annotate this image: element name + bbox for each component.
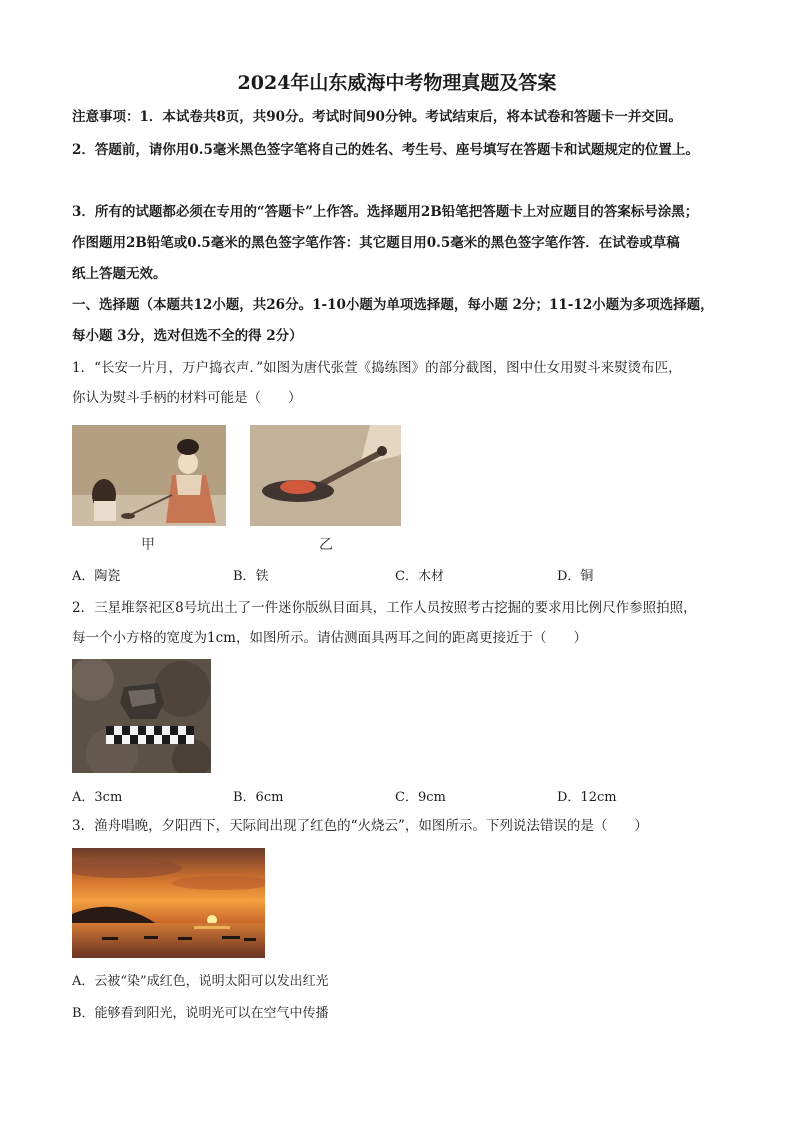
q1-option-b: B．铁: [233, 569, 269, 584]
q2-figure-mask-photo: [72, 659, 211, 773]
q2-option-c: C．9cm: [395, 790, 446, 805]
q1-figure-jia: [72, 425, 226, 526]
q2-stem-line-1: 2．三星堆祭祀区8号坑出土了一件迷你版纵目面具，工作人员按照考古挖掘的要求用比例尺作参照拍照，: [72, 600, 697, 616]
q2-option-d: D．12cm: [557, 790, 617, 805]
notes-line-3: 3．所有的试题都必须在专用的“答题卡”上作答。选择题用2B铅笔把答题卡上对应题目的答案标号涂黑；: [72, 204, 699, 220]
q1-stem-line-2: 你认为熨斗手柄的材料可能是（ ）: [72, 390, 302, 406]
q1-figure-yi: [250, 425, 401, 526]
q3-stem-line-1: 3．渔舟唱晚，夕阳西下，天际间出现了红色的“火烧云”，如图所示。下列说法错误的是（ ）: [72, 818, 648, 834]
q3-option-b: B．能够看到阳光，说明光可以在空气中传播: [72, 1006, 329, 1021]
q1-caption-jia: 甲: [141, 537, 155, 553]
notes-line-1: 注意事项：1．本试卷共8页，共90分。考试时间90分钟。考试结束后，将本试卷和答题卡一并交回。: [72, 109, 682, 125]
q1-option-c: C．木材: [395, 569, 444, 584]
q2-option-b: B．6cm: [233, 790, 284, 805]
q3-option-a: A．云被“染”成红色，说明太阳可以发出红光: [72, 974, 329, 989]
q2-stem-line-2: 每一个小方格的宽度为1cm，如图所示。请估测面具两耳之间的距离更接近于（ ）: [72, 630, 587, 646]
notes-line-4: 作图题用2B铅笔或0.5毫米的黑色签字笔作答：其它题目用0.5毫米的黑色签字笔作答．在试卷或草稿: [72, 235, 680, 251]
notes-line-5: 纸上答题无效。: [72, 266, 167, 282]
section-heading-line-1: 一、选择题（本题共12小题，共26分。1-10小题为单项选择题，每小题 2分；11-12小题为多项选择题，: [72, 297, 714, 313]
q1-caption-yi: 乙: [319, 537, 333, 553]
section-heading-line-2: 每小题 3分，选对但选不全的得 2分）: [72, 328, 303, 344]
q1-option-d: D．铜: [557, 569, 594, 584]
q1-stem-line-1: 1．“长安一片月，万户捣衣声．”如图为唐代张萱《捣练图》的部分截图，图中仕女用熨斗来熨烫布匹，: [72, 360, 682, 376]
q1-option-a: A．陶瓷: [72, 569, 121, 584]
page-title: 2024年山东威海中考物理真题及答案: [237, 72, 557, 94]
q3-figure-sunset-photo: [72, 848, 265, 958]
notes-line-2: 2．答题前，请你用0.5毫米黑色签字笔将自己的姓名、考生号、座号填写在答题卡和试题规定的位置上。: [72, 142, 699, 158]
q2-option-a: A．3cm: [72, 790, 123, 805]
